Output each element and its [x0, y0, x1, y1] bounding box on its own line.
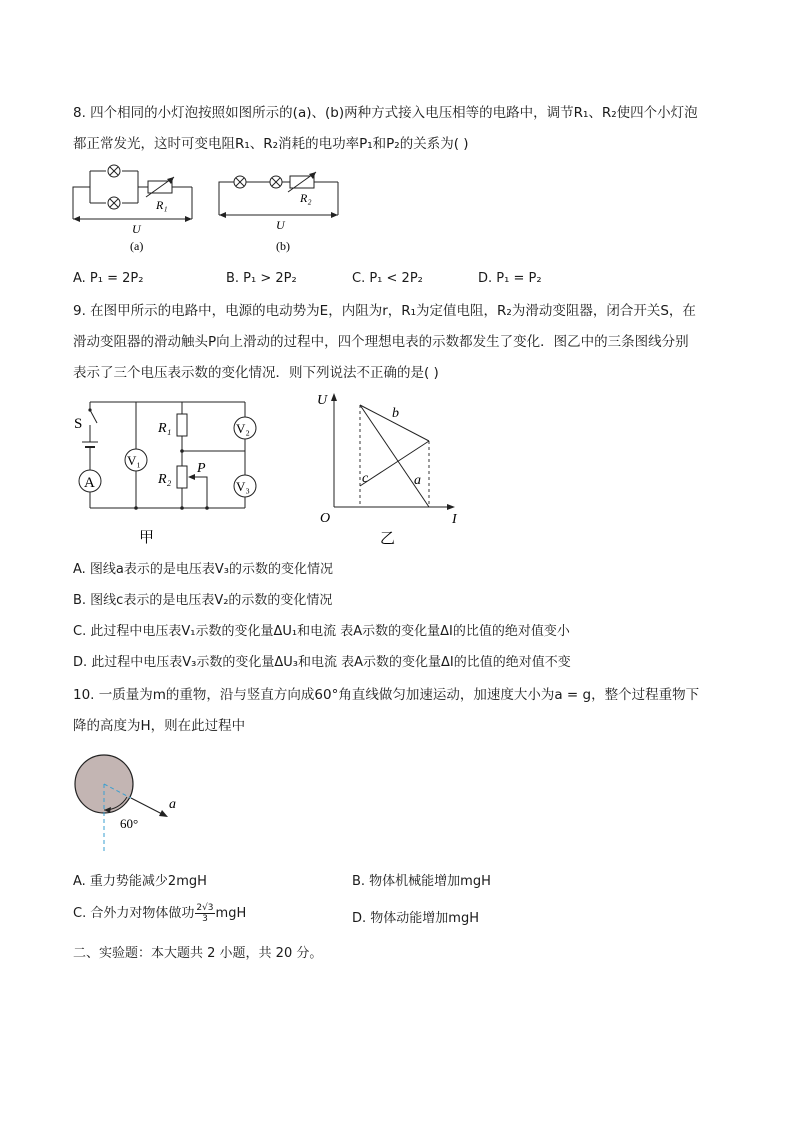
q9-p-label: P [197, 461, 206, 476]
q10-option-c-fraction [195, 903, 214, 924]
q9-jia-caption: 甲 [139, 530, 155, 546]
q8-option-b[interactable]: B. P₁ > 2P₂ [226, 271, 297, 286]
q9-graph-a-label: a [414, 473, 421, 488]
q10-angle-label: 60° [120, 816, 139, 831]
q9-option-d[interactable]: D. 此过程中电压表V₃示数的变化量ΔU₃和电流 表A示数的变化量ΔI的比值的绝对值不变 [73, 655, 571, 670]
q8-circuit-b [214, 165, 344, 260]
q8-lamp-icon [108, 165, 120, 209]
q9-s-label: S [74, 416, 83, 432]
q8-circuit-a [68, 165, 203, 260]
q9-ammeter-label: A [84, 475, 95, 491]
q8-stem-line1: 8. 四个相同的小灯泡按照如图所示的(a)、(b)两种方式接入电压相等的电路中，调节R₁、R₂使四个小灯泡 [73, 105, 698, 121]
q8-option-c[interactable]: C. P₁ < 2P₂ [352, 271, 423, 286]
q10-option-c-prefix: C. 合外力对物体做功 [73, 906, 195, 921]
q9-v3-label: V₃ [236, 479, 250, 494]
q9-graph-o-label: O [320, 511, 331, 526]
q9-yi-caption: 乙 [380, 531, 396, 547]
q8b-u-label: U [276, 218, 285, 232]
q10-stem-line1: 10. 一质量为m的重物，沿与竖直方向成60°角直线做匀加速运动，加速度大小为a = g，整个过程重物下 [73, 687, 700, 703]
q10-option-d[interactable]: D. 物体动能增加mgH [352, 911, 479, 926]
q9-graph-yi [312, 390, 472, 550]
q9-circuit-jia [70, 392, 270, 552]
q10-option-c[interactable] [73, 903, 246, 924]
q9-option-b[interactable]: B. 图线c表示的是电压表V₂的示数的变化情况 [73, 593, 333, 608]
q10-accel-label: a [169, 797, 176, 812]
q9-r1-label: R₁ [158, 421, 172, 436]
q8a-u-label: U [132, 222, 141, 236]
q9-v1-label: V₁ [127, 453, 141, 468]
q8a-r-label: R₁ [156, 198, 168, 212]
q9-r2-label: R₂ [158, 472, 172, 487]
q8b-r-label: R₂ [300, 191, 312, 205]
q8-stem-line2: 都正常发光，这时可变电阻R₁、R₂消耗的电功率P₁和P₂的关系为( ) [73, 136, 469, 152]
q9-graph-b-label: b [392, 406, 399, 421]
q9-stem-line2: 滑动变阻器的滑动触头P向上滑动的过程中，四个理想电表的示数都发生了变化．图乙中的三条图线分别 [73, 334, 689, 350]
q10-figure [70, 750, 190, 860]
q10-option-a[interactable]: A. 重力势能减少2mgH [73, 874, 207, 889]
section-heading: 二、实验题：本大题共 2 小题，共 20 分。 [73, 946, 323, 961]
q10-fraction-numerator: 2√3 [196, 903, 214, 913]
q9-stem-line3: 表示了三个电压表示数的变化情况．则下列说法不正确的是( ) [73, 365, 439, 381]
q10-stem-line2: 降的高度为H，则在此过程中 [73, 718, 246, 734]
q8b-caption: (b) [276, 239, 290, 253]
q10-option-c-suffix: mgH [215, 906, 247, 921]
q9-graph-i-label: I [452, 512, 457, 527]
q8-option-d[interactable]: D. P₁ = P₂ [478, 271, 542, 286]
q10-option-b[interactable]: B. 物体机械能增加mgH [352, 874, 491, 889]
q9-option-c[interactable]: C. 此过程中电压表V₁示数的变化量ΔU₁和电流 表A示数的变化量ΔI的比值的绝对值变小 [73, 624, 570, 639]
q8a-caption: (a) [130, 239, 144, 253]
q9-v2-label: V₂ [236, 421, 250, 436]
q9-graph-u-label: U [317, 393, 328, 408]
q10-fraction-denominator: 3 [202, 914, 208, 924]
q9-graph-c-label: c [362, 471, 369, 486]
q9-option-a[interactable]: A. 图线a表示的是电压表V₃的示数的变化情况 [73, 562, 334, 577]
q8-option-a[interactable]: A. P₁ = 2P₂ [73, 271, 144, 286]
q9-stem-line1: 9. 在图甲所示的电路中，电源的电动势为E，内阻为r，R₁为定值电阻，R₂为滑动变阻器，闭合开关S，在 [73, 303, 696, 319]
